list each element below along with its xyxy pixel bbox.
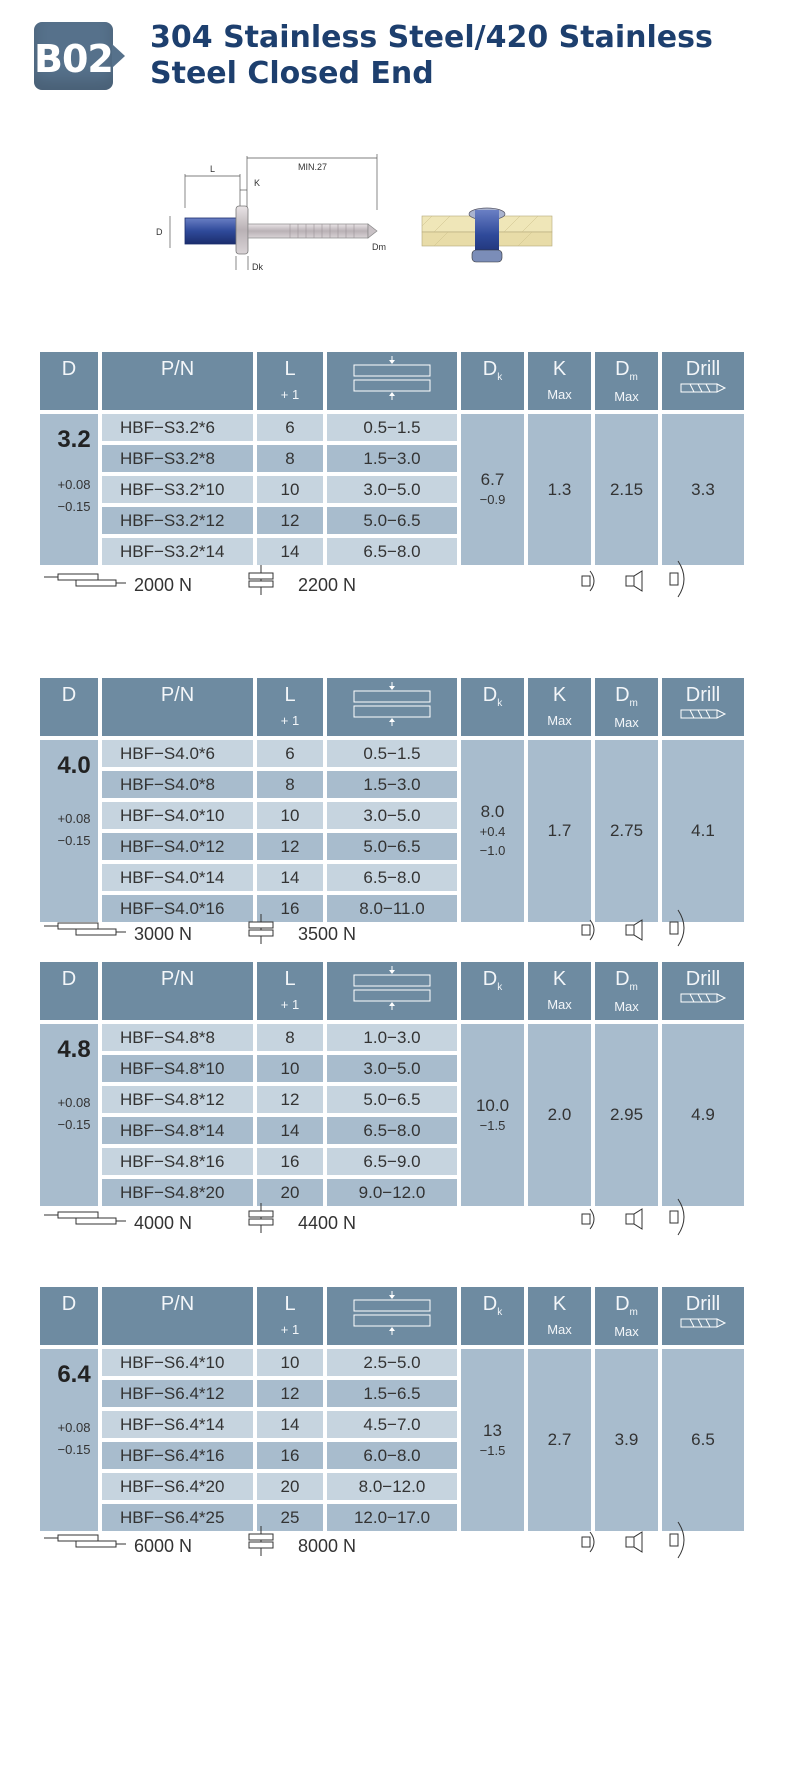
dm-cell: 2.15 (595, 414, 658, 565)
dk-cell: 10.0 −1.5 (461, 1024, 524, 1206)
force-row-3-2 (40, 565, 760, 605)
part-number: HBF−S4.8*10 (102, 1055, 253, 1082)
shear-test-icon (44, 571, 126, 589)
grip-cell: 1.5−6.5 (327, 1380, 457, 1407)
length-cell: 16 (257, 895, 323, 922)
tensile-test-icon (246, 914, 276, 944)
dome-head-icon (580, 569, 600, 593)
length-cell: 14 (257, 1411, 323, 1438)
grip-cell: 8.0−11.0 (327, 895, 457, 922)
diagram-D-label: D (156, 227, 163, 237)
grip-cell: 6.5−8.0 (327, 1117, 457, 1144)
length-cell: 14 (257, 1117, 323, 1144)
k-cell: 1.7 (528, 740, 591, 922)
large-flange-head-icon (668, 1197, 692, 1237)
length-cell: 14 (257, 538, 323, 565)
grip-cell: 6.0−8.0 (327, 1442, 457, 1469)
header-pn: P/N (102, 678, 253, 736)
length-cell: 14 (257, 864, 323, 891)
dm-cell: 2.75 (595, 740, 658, 922)
part-number: HBF−S6.4*16 (102, 1442, 253, 1469)
k-cell: 2.7 (528, 1349, 591, 1531)
length-cell: 10 (257, 1349, 323, 1376)
countersunk-head-icon (624, 1530, 646, 1554)
grip-cell: 0.5−1.5 (327, 740, 457, 767)
force-row-4-8 (40, 1203, 760, 1243)
part-number: HBF−S3.2*12 (102, 507, 253, 534)
length-cell: 8 (257, 771, 323, 798)
header-k: K Max (528, 1287, 591, 1345)
diameter-cell: 4.8 +0.08 −0.15 (40, 1024, 98, 1206)
grip-range-icon (327, 962, 457, 1020)
header-d: D (40, 352, 98, 410)
k-cell: 1.3 (528, 414, 591, 565)
diagram-K-label: K (254, 178, 261, 188)
header-l: L + 1 (257, 1287, 323, 1345)
dome-head-icon (580, 918, 600, 942)
grip-cell: 3.0−5.0 (327, 1055, 457, 1082)
part-number: HBF−S4.8*16 (102, 1148, 253, 1175)
grip-cell: 12.0−17.0 (327, 1504, 457, 1531)
tensile-force: 8000 N (298, 1536, 357, 1556)
length-cell: 10 (257, 802, 323, 829)
grip-cell: 8.0−12.0 (327, 1473, 457, 1500)
header-l: L + 1 (257, 962, 323, 1020)
grip-cell: 6.5−8.0 (327, 538, 457, 565)
section-badge (34, 22, 113, 90)
length-cell: 10 (257, 476, 323, 503)
part-number: HBF−S3.2*6 (102, 414, 253, 441)
grip-cell: 6.5−8.0 (327, 864, 457, 891)
grip-cell: 6.5−9.0 (327, 1148, 457, 1175)
drill-bit-icon (680, 1317, 726, 1329)
header-dk: $D_k$ (461, 678, 524, 736)
header-drill: Drill (662, 352, 744, 410)
part-number: HBF−S6.4*10 (102, 1349, 253, 1376)
header-dk: $D_k$ (461, 962, 524, 1020)
header-dm: $D_m$ Max (595, 678, 658, 736)
length-cell: 25 (257, 1504, 323, 1531)
header-dk: $D_k$ (461, 352, 524, 410)
grip-cell: 3.0−5.0 (327, 476, 457, 503)
grip-cell: 2.5−5.0 (327, 1349, 457, 1376)
header-l: L + 1 (257, 352, 323, 410)
header-pn: P/N (102, 352, 253, 410)
grip-cell: 4.5−7.0 (327, 1411, 457, 1438)
diagram-L-label: L (210, 164, 216, 174)
part-number: HBF−S4.8*14 (102, 1117, 253, 1144)
header-dm: $D_m$ Max (595, 962, 658, 1020)
part-number: HBF−S6.4*12 (102, 1380, 253, 1407)
drill-bit-icon (680, 992, 726, 1004)
grip-range-icon (327, 1287, 457, 1345)
drill-cell: 6.5 (662, 1349, 744, 1531)
dome-head-icon (580, 1530, 600, 1554)
length-cell: 20 (257, 1179, 323, 1206)
part-number: HBF−S6.4*14 (102, 1411, 253, 1438)
tensile-test-icon (246, 1203, 276, 1233)
page-title (150, 20, 713, 92)
length-cell: 12 (257, 507, 323, 534)
shear-force: 4000 N (134, 1213, 193, 1233)
grip-range-icon (327, 352, 457, 410)
dk-cell: 6.7 −0.9 (461, 414, 524, 565)
grip-cell: 9.0−12.0 (327, 1179, 457, 1206)
header-l: L + 1 (257, 678, 323, 736)
diagram-min-label: MIN.27 (298, 162, 328, 172)
header-drill: Drill (662, 962, 744, 1020)
length-cell: 12 (257, 833, 323, 860)
grip-cell: 5.0−6.5 (327, 1086, 457, 1113)
grip-range-icon (327, 678, 457, 736)
header-drill: Drill (662, 678, 744, 736)
header-k: K Max (528, 962, 591, 1020)
part-number: HBF−S4.0*8 (102, 771, 253, 798)
drill-cell: 3.3 (662, 414, 744, 565)
force-row-4-0 (40, 914, 760, 954)
dome-head-icon (580, 1207, 600, 1231)
length-cell: 12 (257, 1086, 323, 1113)
drill-cell: 4.9 (662, 1024, 744, 1206)
length-cell: 10 (257, 1055, 323, 1082)
length-cell: 6 (257, 414, 323, 441)
force-row-6-4 (40, 1526, 760, 1566)
rivet-diagram (156, 162, 570, 283)
tensile-test-icon (246, 565, 276, 595)
length-cell: 8 (257, 1024, 323, 1051)
spec-table-4-0 (36, 674, 748, 926)
part-number: HBF−S4.0*16 (102, 895, 253, 922)
drill-bit-icon (680, 708, 726, 720)
length-cell: 16 (257, 1148, 323, 1175)
large-flange-head-icon (668, 908, 692, 948)
shear-test-icon (44, 1209, 126, 1227)
part-number: HBF−S4.0*12 (102, 833, 253, 860)
header-d: D (40, 678, 98, 736)
header-dm: $D_m$ Max (595, 352, 658, 410)
drill-cell: 4.1 (662, 740, 744, 922)
header-dm: $D_m$ Max (595, 1287, 658, 1345)
diagram-Dm-label: Dm (372, 242, 386, 252)
diameter-cell: 4.0 +0.08 −0.15 (40, 740, 98, 922)
grip-cell: 0.5−1.5 (327, 414, 457, 441)
part-number: HBF−S4.8*8 (102, 1024, 253, 1051)
header-dk: $D_k$ (461, 1287, 524, 1345)
shear-test-icon (44, 920, 126, 938)
part-number: HBF−S4.0*10 (102, 802, 253, 829)
badge-arrow-icon (112, 44, 125, 68)
length-cell: 8 (257, 445, 323, 472)
part-number: HBF−S4.0*14 (102, 864, 253, 891)
length-cell: 16 (257, 1442, 323, 1469)
shear-force: 2000 N (134, 575, 193, 595)
tensile-force: 2200 N (298, 575, 357, 595)
spec-table-3-2 (36, 348, 748, 569)
title-line-2: Steel Closed End (150, 56, 434, 91)
part-number: HBF−S6.4*20 (102, 1473, 253, 1500)
header-k: K Max (528, 678, 591, 736)
title-line-1: 304 Stainless Steel/420 Stainless (150, 20, 713, 55)
part-number: HBF−S4.8*20 (102, 1179, 253, 1206)
large-flange-head-icon (668, 1520, 692, 1560)
tensile-test-icon (246, 1526, 276, 1556)
diameter-cell: 3.2 +0.08 −0.15 (40, 414, 98, 565)
header-pn: P/N (102, 962, 253, 1020)
part-number: HBF−S3.2*8 (102, 445, 253, 472)
part-number: HBF−S3.2*10 (102, 476, 253, 503)
tensile-force: 3500 N (298, 924, 357, 944)
header-pn: P/N (102, 1287, 253, 1345)
part-number: HBF−S4.0*6 (102, 740, 253, 767)
grip-cell: 1.0−3.0 (327, 1024, 457, 1051)
header-d: D (40, 1287, 98, 1345)
diagram-Dk-label: Dk (252, 262, 263, 272)
countersunk-head-icon (624, 569, 646, 593)
part-number: HBF−S4.8*12 (102, 1086, 253, 1113)
tensile-force: 4400 N (298, 1213, 357, 1233)
countersunk-head-icon (624, 918, 646, 942)
diameter-cell: 6.4 +0.08 −0.15 (40, 1349, 98, 1531)
shear-force: 3000 N (134, 924, 193, 944)
large-flange-head-icon (668, 559, 692, 599)
drill-bit-icon (680, 382, 726, 394)
grip-cell: 5.0−6.5 (327, 833, 457, 860)
k-cell: 2.0 (528, 1024, 591, 1206)
dm-cell: 3.9 (595, 1349, 658, 1531)
spec-table-4-8 (36, 958, 748, 1210)
header-d: D (40, 962, 98, 1020)
shear-test-icon (44, 1532, 126, 1550)
grip-cell: 1.5−3.0 (327, 445, 457, 472)
part-number: HBF−S6.4*25 (102, 1504, 253, 1531)
length-cell: 6 (257, 740, 323, 767)
grip-cell: 5.0−6.5 (327, 507, 457, 534)
spec-table-6-4 (36, 1283, 748, 1535)
length-cell: 12 (257, 1380, 323, 1407)
dm-cell: 2.95 (595, 1024, 658, 1206)
part-number: HBF−S3.2*14 (102, 538, 253, 565)
header-k: K Max (528, 352, 591, 410)
grip-cell: 3.0−5.0 (327, 802, 457, 829)
shear-force: 6000 N (134, 1536, 193, 1556)
dk-cell: 13 −1.5 (461, 1349, 524, 1531)
badge-label: B02 (34, 37, 113, 81)
countersunk-head-icon (624, 1207, 646, 1231)
dk-cell: 8.0 +0.4 −1.0 (461, 740, 524, 922)
length-cell: 20 (257, 1473, 323, 1500)
header-drill: Drill (662, 1287, 744, 1345)
grip-cell: 1.5−3.0 (327, 771, 457, 798)
